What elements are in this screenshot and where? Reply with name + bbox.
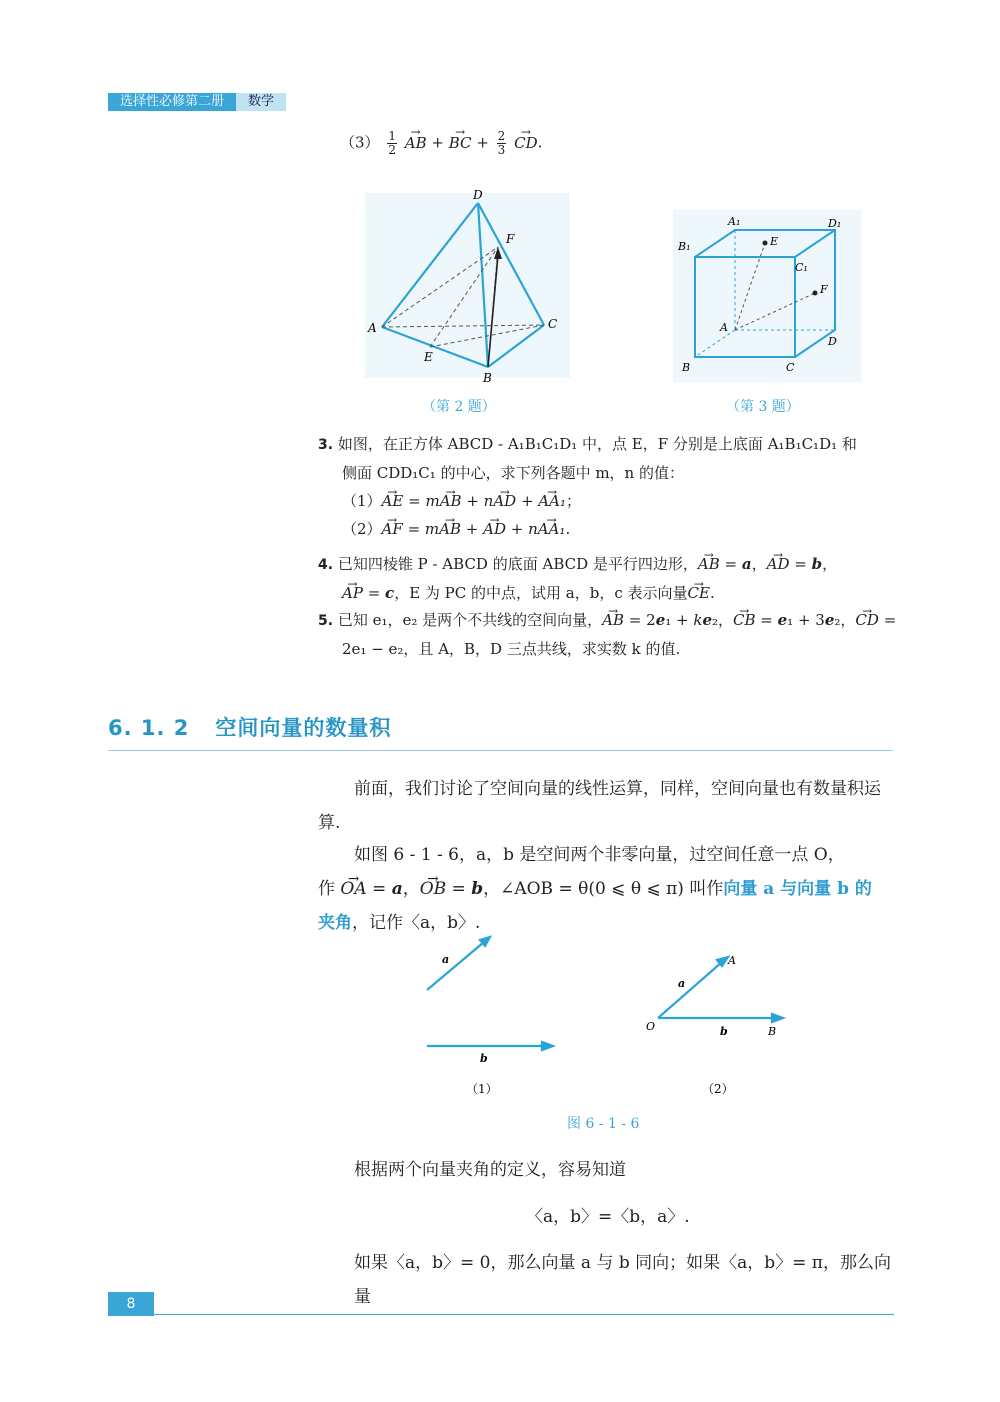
section-rule: [108, 750, 893, 751]
label-D1: D₁: [828, 217, 842, 230]
label-A: A: [368, 321, 377, 335]
vector-a-label-2: a: [678, 977, 686, 990]
commutativity-formula: 〈a，b〉=〈b，a〉.: [526, 1207, 690, 1227]
paragraph-1: 前面，我们讨论了空间向量的线性运算，同样，空间向量也有数量积运算.: [318, 779, 881, 833]
subfigure-2-label: （2）: [702, 1082, 734, 1096]
section-heading: 6. 1. 2 空间向量的数量积: [108, 716, 392, 740]
label-A1: A₁: [728, 215, 741, 228]
problem-5: 5. 已知 e₁，e₂ 是两个不共线的空间向量，AB → = 2e₁ + ke₂，CB → = e₁ + 3e₂，CD → = 2e₁ − e₂，且 A，B，D 三点共线，求实数 k 的值.: [318, 606, 898, 663]
label-F: F: [506, 232, 515, 246]
label-C: C: [548, 317, 558, 331]
footer-rule: [154, 1314, 894, 1315]
subject-label: 数学: [236, 93, 286, 111]
highlight-angle-def: 向量 a 与向量 b 的: [723, 879, 872, 899]
label-B3: B: [682, 361, 691, 374]
label-F3: F: [820, 283, 828, 296]
paragraph-2: 如图 6 - 1 - 6，a，b 是空间两个非零向量，过空间任意一点 O， 作 OA → = a，OB → = b，∠AOB = θ(0 ⩽ θ ⩽ π) 叫作向量 a 与向量 b 的 夹角，记作〈a，b〉.: [318, 838, 896, 940]
label-D3: D: [828, 335, 837, 348]
label-C3: C: [786, 361, 795, 374]
paragraph-4: 如果〈a，b〉= 0，那么向量 a 与 b 同向；如果〈a，b〉= π，那么向量: [354, 1253, 891, 1307]
highlight-angle: 夹角: [318, 913, 352, 933]
subfigure-1-label: （1）: [466, 1082, 498, 1096]
running-header: [108, 93, 286, 111]
point-O: O: [646, 1020, 656, 1033]
vector-b-label-1: b: [480, 1052, 488, 1065]
label-E: E: [424, 350, 433, 364]
figure-6-1-6: [420, 930, 800, 1105]
label-D: D: [473, 188, 483, 202]
fraction-two-thirds: $\frac{2}{3}$: [497, 129, 506, 157]
problem-3: 3. 如图，在正方体 ABCD - A₁B₁C₁D₁ 中，点 E，F 分别是上底面 A₁B₁C₁D₁ 和 侧面 CDD₁C₁ 的中心，求下列各题中 m，n 的值： （1）AE → = mAB → + nAD → + AA₁ →； （2）AF → = mAB → + AD → + nAA₁ →.: [318, 430, 898, 543]
label-E3: E: [770, 235, 779, 248]
paragraph-3: 根据两个向量夹角的定义，容易知道: [354, 1160, 626, 1180]
label-B: B: [483, 371, 492, 385]
point-A: A: [728, 954, 736, 967]
book-title: 选择性必修第二册: [108, 93, 236, 111]
exercise-2-part3: （3） $\frac{1}{2}$ AB → + BC → + $\frac{2}{3}$ CD →.: [340, 130, 542, 157]
point-B: B: [768, 1025, 777, 1038]
figure-3-caption: （第 3 题）: [726, 399, 800, 415]
tetrahedron-figure: [360, 185, 575, 390]
figure-2-caption: （第 2 题）: [422, 399, 496, 415]
vector-a-label-1: a: [442, 953, 450, 966]
label-C1: C₁: [795, 261, 808, 274]
cube-figure: [668, 205, 863, 385]
fraction-half: $\frac{1}{2}$: [388, 129, 396, 157]
problem-4: 4. 已知四棱锥 P - ABCD 的底面 ABCD 是平行四边形，AB → = a，AD → = b， AP → = c，E 为 PC 的中点，试用 a，b，c 表示向量CE →.: [318, 550, 898, 607]
figure-6-1-6-caption: 图 6 - 1 - 6: [567, 1116, 640, 1132]
vector-b-label-2: b: [720, 1025, 728, 1038]
label-A3: A: [720, 321, 728, 334]
label-B1: B₁: [678, 240, 691, 253]
page-number: 8: [108, 1292, 154, 1316]
